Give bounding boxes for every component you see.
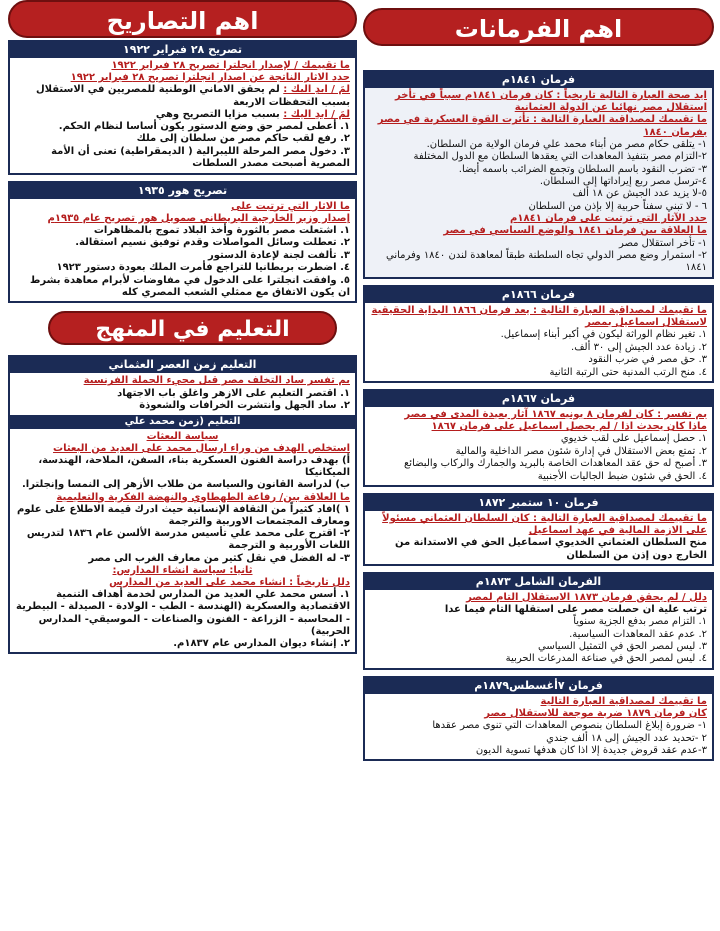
list-item: ٤. الحق في شئون ضبط الجاليات الأجنبية xyxy=(537,470,707,482)
mohamed-ali-education-title: التعليم (زمن محمد علي xyxy=(124,415,241,427)
list-item: ٣-عدم عقد قروض جديدة إلا اذا كان هدفها تسوية الديون xyxy=(475,745,707,756)
list-item: ١. حصل إسماعيل على لقب خديوي xyxy=(560,433,707,445)
panel-header xyxy=(365,72,712,88)
declarations-banner: اهم التصاريح xyxy=(8,0,357,38)
answer-inline: بسبب مزايا التصريح وهي xyxy=(155,108,284,120)
list-item: ٢ -تحديد عدد الجيش إلى ١٨ ألف جندي xyxy=(546,732,707,744)
declarations-column xyxy=(8,0,357,923)
answer-text: ٢- اقترح على محمد علي تأسيس مدرسة الألسن عام ١٨٣٦ لتدريس اللغات الأوربية و الترجمة xyxy=(26,528,350,552)
firman-1867-panel xyxy=(363,389,714,487)
list-item: ٣. ليس لمصر الحق في التمثيل السياسي xyxy=(538,640,707,652)
list-item: ٥. وافقت انجلترا على الدخول في مفاوضات لأبرام معاهدة بشرط ان يكون الاتفاق مع ممثلي الشعب المصري كله xyxy=(30,274,350,299)
question: ما العلاقة بين فرمان ١٨٤١ والوضع السياسي في مصر xyxy=(443,225,707,237)
education-banner: التعليم في المنهج xyxy=(48,311,337,345)
list-item: ١. اقتصر التعليم على الازهر واغلق باب الاجتهاد xyxy=(117,387,350,399)
panel-header xyxy=(10,42,355,58)
list-item: ١. تغير نظام الوراثة ليكون في أكبر أبناء إسماعيل. xyxy=(500,329,707,341)
list-item: ١. اشتعلت مصر بالثورة وأخذ البلاد تموج بالمظاهرات xyxy=(93,225,350,237)
list-item: ٤. منح الرتب المدنية حتى الرتبة الثانية xyxy=(549,366,707,378)
list-item: ٣. حق مصر في ضرب النقود xyxy=(588,354,707,366)
list xyxy=(370,238,707,275)
question: ما العلاقة بين/ رفاعة الطهطاوي والنهضة الفكرية والتعليمية xyxy=(56,491,350,503)
panel-header xyxy=(10,357,355,373)
firman-1873-panel xyxy=(363,572,714,670)
question-inline: لمَ / ابدِ اليك : xyxy=(283,108,350,120)
firman-1872-title: فرمان ١٠ ستمبر ١٨٧٢ xyxy=(478,495,599,509)
list xyxy=(370,720,707,757)
question: دلل تاريخياً : انشاء محمد على العديد من المدارس xyxy=(109,576,350,588)
list-item: ٢-التزام مصر بتنفيذ المعاهدات التي يعقدها السلطان مع الدول المختلفة xyxy=(413,151,707,163)
list-item: ١. التزام مصر بدفع الجزية سنوياً xyxy=(573,616,707,628)
question: دلل / لم يحقق فرمان ١٨٧٣ الاستقلال التام لمصر xyxy=(466,591,707,603)
panel-header xyxy=(365,574,712,590)
ottoman-education-title: التعليم زمن العصر العثماني xyxy=(108,358,257,372)
question: ما تقييمك لمصداقية العبارة التالية xyxy=(540,695,707,707)
list-item: ٢. زيادة عدد الجيش إلى ٣٠ ألف. xyxy=(571,341,707,353)
list xyxy=(370,616,707,666)
question: استخلص الهدف من وراء ارسال محمد على العديد من البعثات xyxy=(53,442,350,454)
answer-text: منح السلطان العثماني الخديوي اسماعيل الحق في الاستدانة من الخارج دون إذن من السلطان xyxy=(394,537,707,561)
firmans-banner: اهم الفرمانات xyxy=(363,8,714,46)
question: ماذا كان يحدث اذا / لم يحصل اسماعيل على فرمان ١٨٦٧ xyxy=(431,421,707,433)
declaration-1935-panel xyxy=(8,181,357,304)
declaration-1922-title: تصريح ٢٨ فبراير ١٩٢٢ xyxy=(123,43,242,56)
list-item: ٢. عدم عقد المعاهدات السياسية. xyxy=(569,628,707,640)
subsection-title: ثانيا: سياسة انشاء المدارس: xyxy=(112,564,253,576)
panel-header xyxy=(365,495,712,511)
list xyxy=(15,388,350,413)
list xyxy=(370,329,707,379)
list-item: ١- يتلقى حكام مصر من أبناء محمد علي فرمان الولاية من السلطان. xyxy=(426,138,707,150)
list-item: ١- تأخر استقلال مصر xyxy=(618,237,707,249)
question: إصدار وزير الخارجية البريطاني صمويل هور تصريح عام ١٩٣٥م xyxy=(47,212,350,224)
question: بم تفسر : كان لفرمان ٨ يونيه ١٨٦٧ آثار بعيدة المدى في مصر xyxy=(404,408,707,420)
firman-1872-panel xyxy=(363,493,714,566)
declaration-1922-panel xyxy=(8,40,357,175)
list-item: ٤. ليس لمصر الحق في صناعة المدرعات الحربية xyxy=(505,653,707,665)
list xyxy=(15,225,350,299)
panel-header xyxy=(365,391,712,407)
question: كان فرمان ١٨٧٩ ضربة موجعة للاستقلال مصر xyxy=(484,707,707,719)
question: ايد صحة العبارة التالية تاريخياً : كان فرمان ١٨٤١م سبباً في تأخر استقلال مصر نهائيا عن الدولة العثمانية xyxy=(395,90,707,114)
panel-header xyxy=(365,287,712,303)
list xyxy=(15,121,350,171)
list-item: ٥-لا يزيد عدد الجيش عن ١٨ ألف xyxy=(572,188,707,200)
panel-header xyxy=(10,183,355,199)
question: ما الاثار التي ترتبت على xyxy=(231,200,350,212)
list-item: ٢. تعطلت وسائل المواصلات وقدم توفيق نسيم استقالة. xyxy=(75,237,350,249)
list-item: ٤. اضطرت بريطانيا للتراجع فأمرت الملك بعودة دستور ١٩٢٣ xyxy=(56,262,350,274)
firman-1866-title: فرمان ١٨٦٦م xyxy=(501,287,576,301)
firman-1867-title: فرمان ١٨٦٧م xyxy=(501,391,576,405)
list-item: ٤-ترسل مصر ربع إيراداتها إلى السلطان. xyxy=(539,176,707,188)
question: حدد الآثار التي ترتبت على فرمان ١٨٤١م xyxy=(510,213,707,225)
firman-1841-title: فرمان ١٨٤١م xyxy=(501,73,576,86)
question: حدد الاثار الناتجة عن اصدار انجلترا تصريح ٢٨ فبراير ١٩٢٢ xyxy=(70,72,350,84)
question: ما تقييمك لمصداقية العبارة التالية : تأثرت القوة العسكرية في مصر بفرمان ١٨٤٠ xyxy=(377,114,707,138)
subsection-title: سياسة البعثات xyxy=(146,430,219,442)
list-item: ١- ضرورة إبلاغ السلطان بنصوص المعاهدات التي تنوى مصر عقدها xyxy=(432,720,707,732)
panel-header xyxy=(365,678,712,694)
question: بم تفسر ساد التخلف مصر قبل مجيء الحملة الفرنسية xyxy=(83,375,350,387)
list-item: ٢. ساد الجهل وانتشرت الخرافات والشعوذة xyxy=(139,400,350,412)
list-item: ٦ - لا تبني سفناً حربية إلا بإذن من السلطان xyxy=(528,200,707,212)
firman-1841-panel xyxy=(363,70,714,279)
firmans-column xyxy=(363,8,714,923)
firman-1866-panel xyxy=(363,285,714,383)
question: ما تقييمك لمصداقية العبارة التالية : يعد فرمان ١٨٦٦ البداية الحقيقية لاستقلال اسماعيل بمصر xyxy=(371,304,707,329)
list-item: ٣. أصبح له حق عقد المعاهدات الخاصة بالبريد والجمارك والركاب والبضائع xyxy=(403,458,707,470)
firman-1879-title: فرمان ٧أغسطس١٨٧٩م xyxy=(474,678,603,692)
answer-text: ١ )افاد كثيراً من الثقافة الإنسانية حيث ادرك قيمة الاطلاع على علوم ومعارف المجتمعات الاوربية والترجمة xyxy=(17,503,350,527)
question: ما تقييمك لمصداقية العبارة التالية : كان السلطان العثماني مسئولاً على الازمة المالية في عهد اسماعيل xyxy=(382,512,707,537)
list-item: ١. أعطى لمصر حق وضع الدستور يكون أساسا لنظام الحكم. xyxy=(58,121,350,133)
list-item: ٣. تألفت لجنة لإعادة الدستور xyxy=(208,249,350,261)
list-item: ٣. دخول مصر المرحلة الليبرالية ( الديمقراطية) تعنى أن الأمة المصرية أصبحت مصدر السلطات xyxy=(51,145,350,170)
firman-1879-panel xyxy=(363,676,714,762)
list xyxy=(370,433,707,483)
declaration-1935-title: تصريح هور ١٩٣٥ xyxy=(137,183,228,197)
intro-text: ترتب علية ان حصلت مصر على استقلها التام فيما عدا xyxy=(444,603,707,615)
answer-inline: لم يحقق الاماني الوطنية للمصريين في الاستقلال بسبب التحفظات الاربعة xyxy=(35,84,350,108)
answer-text: أ) بهدف دراسة الفنون العسكرية بناء، السفن، الملاحة، الهندسة، الميكانيكا xyxy=(38,454,350,479)
list-item: ٢. رفع لقب حاكم مصر من سلطان إلى ملك xyxy=(136,133,350,145)
list xyxy=(370,139,707,213)
answer-text: ٣- له الفضل في نقل كثير من معارف الغرب الى مصر xyxy=(88,552,350,564)
section-header xyxy=(10,415,355,429)
list-item: ٢. تمتع بعض الاستقلال في إدارة شئون مصر الداخلية والمالية xyxy=(455,445,707,457)
education-panel xyxy=(8,355,357,654)
question-inline: لمَ / ابدِ اليك : xyxy=(283,84,350,96)
answer-text: ٢. إنشاء ديوان المدارس عام ١٨٣٧م. xyxy=(173,637,350,649)
list-item: ٢- استمرار وضع مصر الدولي تجاه السلطنة طبقاً لمعاهدة لندن ١٨٤٠ وفرماني ١٨٤١ xyxy=(385,250,707,274)
firman-1873-title: الفرمان الشامل ١٨٧٣م xyxy=(475,574,602,588)
question: ما تقييمك / لإصدار انجلترا تصريح ٢٨ فبراير ١٩٢٢ xyxy=(111,60,350,71)
list-item: ٣- تضرب النقود باسم السلطان وتجمع الضرائب باسمه أيضا. xyxy=(458,163,707,175)
answer-text: ١. أسس محمد علي العديد من المدارس لخدمة أهداف التنمية الاقتصادية والعسكرية (الهندسة - الطب - الولادة - الصيدلة - البيطرية - المحاسبة - الزراعة - الفنون والصناعات - الموسيقي- المدارس الحربية) xyxy=(16,589,350,637)
answer-text: ب) لدراسة القانون والسياسة من طلاب الأزهر إلى النمسا وإنجلترا. xyxy=(21,479,350,491)
